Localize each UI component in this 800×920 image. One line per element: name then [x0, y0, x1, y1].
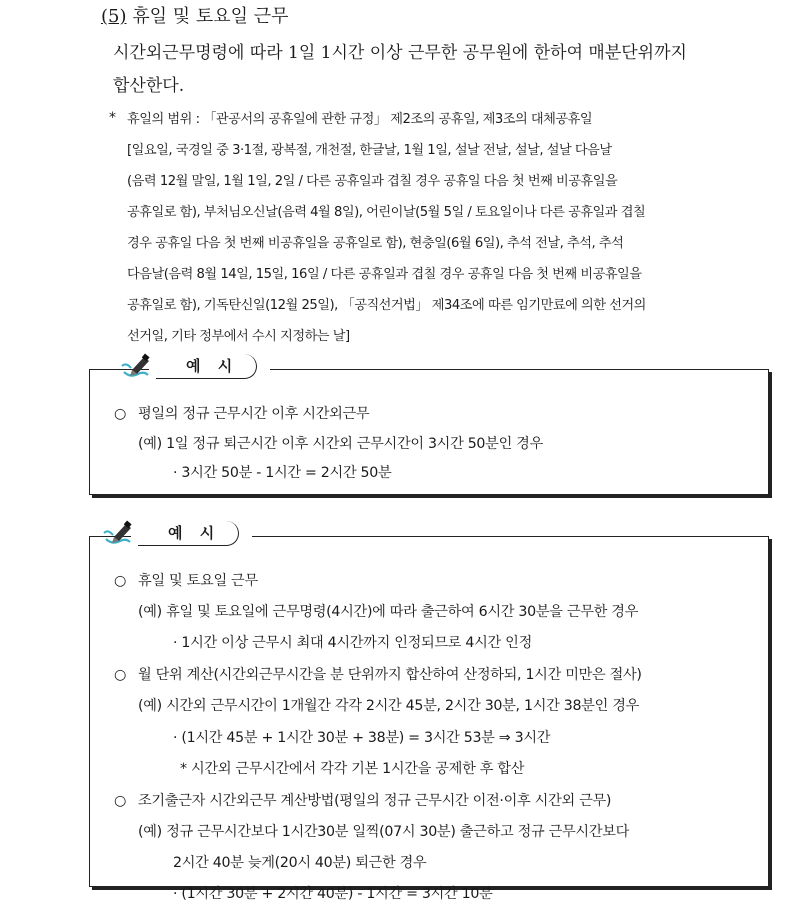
circle-bullet: ○ [114, 667, 127, 683]
example-2-line-1-text: 휴일 및 토요일 근무 [138, 573, 258, 589]
example-2-line-1 [114, 570, 258, 590]
example-badge-1 [118, 352, 278, 382]
example-2-line-8-text: 조기출근자 시간외근무 계산방법(평일의 정규 근무시간 이전·이후 시간외 근무) [138, 793, 612, 809]
note-line-7: 공휴일로 함), 기독탄신일(12월 25일), 「공직선거법」 제34조에 따른 임기만료에 의한 선거의 [127, 298, 646, 313]
note-line-1: 휴일의 범위 : 「관공서의 공휴일에 관한 규정」 제2조의 공휴일, 제3조의 대체공휴일 [127, 112, 593, 127]
intro-line-2: 합산한다. [113, 76, 185, 96]
example-2-line-11: · (1시간 30분 + 2시간 40분) - 1시간 = 3시간 10분 [173, 886, 493, 902]
note-marker: * [109, 110, 116, 126]
example-2-line-8 [114, 790, 611, 810]
example-2-line-9: (예) 정규 근무시간보다 1시간30분 일찍(07시 30분) 출근하고 정규 근무시간보다 [138, 824, 630, 840]
note-line-2: [일요일, 국경일 중 3·1절, 광복절, 개천절, 한글날, 1월 1일, 설날 전날, 설날, 설날 다음날 [127, 143, 612, 158]
intro-line-1: 시간외근무명령에 따라 1일 1시간 이상 근무한 공무원에 한하여 매분단위까지 [113, 43, 687, 63]
example-badge-2 [100, 519, 260, 549]
example-badge-2-label: 예 시 [168, 524, 221, 542]
note-line-8: 선거일, 기타 정부에서 수시 지정하는 날] [127, 329, 350, 344]
example-1-line-1-text: 평일의 정규 근무시간 이후 시간외근무 [138, 406, 370, 422]
example-2-line-6: · (1시간 45분 + 1시간 30분 + 38분) = 3시간 53분 ⇒ 3시간 [173, 730, 551, 746]
example-badge-1-label: 예 시 [186, 357, 239, 375]
example-2-line-7: * 시간외 근무시간에서 각각 기본 1시간을 공제한 후 합산 [180, 761, 525, 777]
example-2-line-10: 2시간 40분 늦게(20시 40분) 퇴근한 경우 [173, 855, 427, 871]
pen-writing-icon [100, 519, 140, 549]
circle-bullet: ○ [114, 406, 127, 422]
circle-bullet: ○ [114, 793, 127, 809]
example-box-1-top-right-border [270, 369, 768, 370]
example-1-line-2: (예) 1일 정규 퇴근시간 이후 시간외 근무시간이 3시간 50분인 경우 [138, 436, 543, 452]
note-line-5: 경우 공휴일 다음 첫 번째 비공휴일을 공휴일로 함), 현충일(6월 6일), 추석 전날, 추석, 추석 [127, 236, 624, 251]
note-line-6: 다음날(음력 8월 14일, 15일, 16일 / 다른 공휴일과 겹칠 경우 공휴일 다음 첫 번째 비공휴일을 [127, 267, 642, 282]
example-2-line-4 [114, 664, 642, 684]
example-2-line-4-text: 월 단위 계산(시간외근무시간을 분 단위까지 합산하여 산정하되, 1시간 미만은 절사) [138, 667, 642, 683]
section-number: (5) [101, 6, 127, 27]
pen-writing-icon [118, 352, 158, 382]
example-2-line-5: (예) 시간외 근무시간이 1개월간 각각 2시간 45분, 2시간 30분, 1시간 38분인 경우 [138, 698, 639, 714]
example-1-line-1 [114, 403, 369, 423]
example-1-line-3: · 3시간 50분 - 1시간 = 2시간 50분 [173, 465, 392, 481]
section-heading [101, 2, 289, 28]
circle-bullet: ○ [114, 573, 127, 589]
example-box-2-top-right-border [252, 536, 768, 537]
example-2-line-2: (예) 휴일 및 토요일에 근무명령(4시간)에 따라 출근하여 6시간 30분을 근무한 경우 [138, 604, 639, 620]
example-2-line-3: · 1시간 이상 근무시 최대 4시간까지 인정되므로 4시간 인정 [173, 635, 532, 651]
note-line-4: 공휴일로 함), 부처님오신날(음력 4월 8일), 어린이날(5월 5일 / 토요일이나 다른 공휴일과 겹칠 [127, 205, 646, 220]
section-title: 휴일 및 토요일 근무 [132, 6, 289, 27]
note-line-3: (음력 12월 말일, 1월 1일, 2일 / 다른 공휴일과 겹칠 경우 공휴일 다음 첫 번째 비공휴일을 [127, 174, 618, 189]
